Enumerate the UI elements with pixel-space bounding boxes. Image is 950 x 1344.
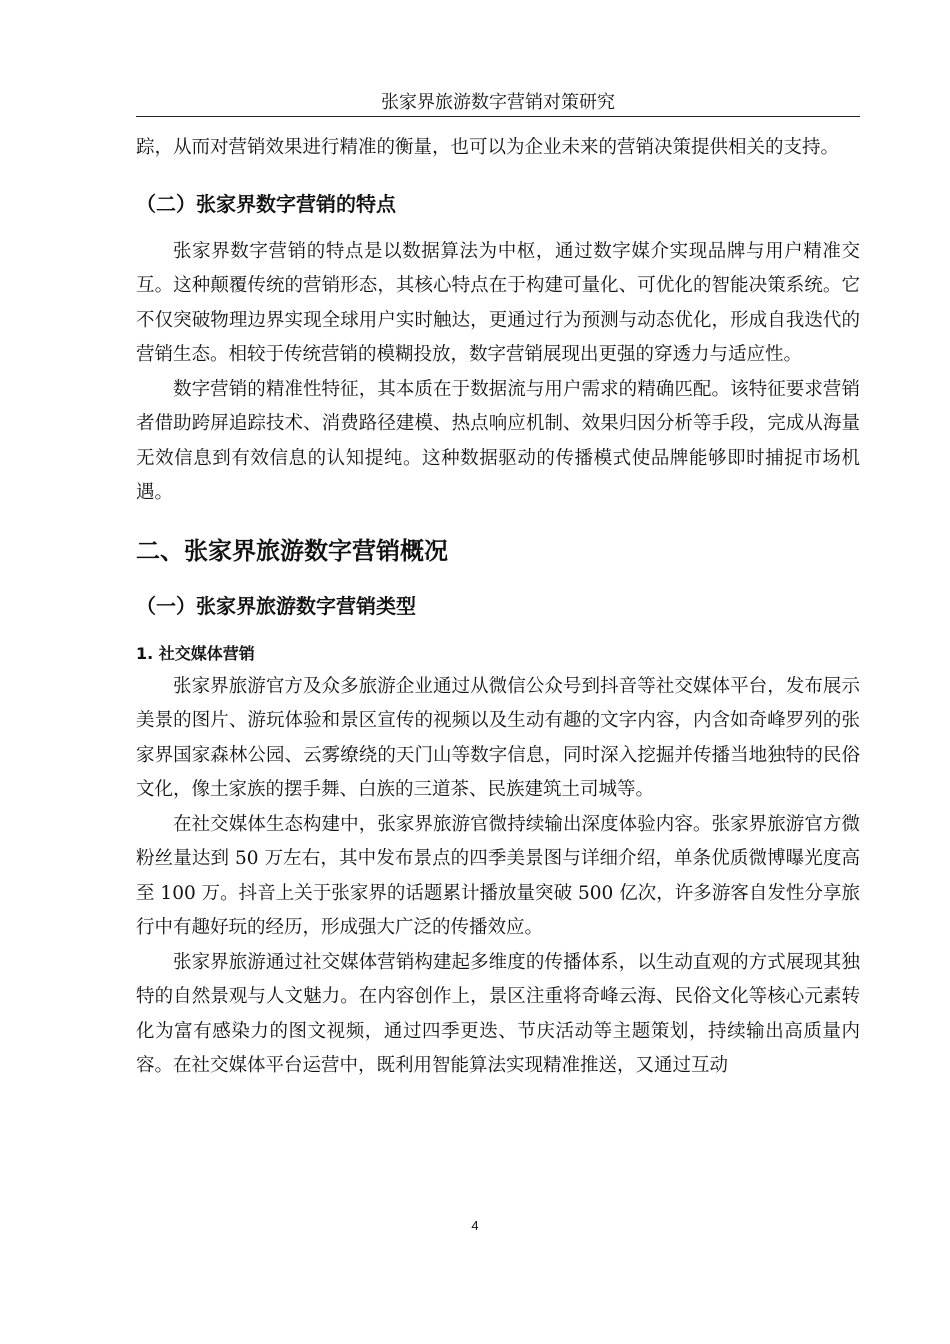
running-header: 张家界旅游数字营销对策研究	[381, 92, 615, 113]
paragraph-social-3: 张家界旅游通过社交媒体营销构建起多维度的传播体系，以生动直观的方式展现其独特的自然景观与人文魅力。在内容创作上，景区注重将奇峰云海、民俗文化等核心元素转化为富有感染力的图文视频，通过四季更迭、节庆活动等主题策划，持续输出高质量内容。在社交媒体平台运营中，既利用智能算法实现精准推送，又通过互动	[136, 951, 860, 1076]
paragraph-features-1: 张家界数字营销的特点是以数据算法为中枢，通过数字媒介实现品牌与用户精准交互。这种颠覆传统的营销形态，其核心特点在于构建可量化、可优化的智能决策系统。它不仅突破物理边界实现全球用户实时触达，更通过行为预测与动态优化，形成自我迭代的营销生态。相较于传统营销的模糊投放，数字营销展现出更强的穿透力与适应性。	[136, 240, 860, 365]
section-heading-features: （二）张家界数字营销的特点	[136, 191, 396, 216]
page-body	[136, 131, 860, 1084]
paragraph-social-1: 张家界旅游官方及众多旅游企业通过从微信公众号到抖音等社交媒体平台，发布展示美景的图片、游玩体验和景区宣传的视频以及生动有趣的文字内容，内含如奇峰罗列的张家界国家森林公园、云雾缭绕的天门山等数字信息，同时深入挖掘并传播当地独特的民俗文化，像土家族的摆手舞、白族的三道茶、民族建筑土司城等。	[136, 675, 860, 800]
header-rule	[136, 116, 860, 117]
paragraph-features-2: 数字营销的精准性特征，其本质在于数据流与用户需求的精确匹配。该特征要求营销者借助跨屏追踪技术、消费路径建模、热点响应机制、效果归因分析等手段，完成从海量无效信息到有效信息的认知提纯。这种数据驱动的传播模式使品牌能够即时捕捉市场机遇。	[136, 378, 860, 503]
chapter-heading-overview: 二、张家界旅游数字营销概况	[136, 536, 448, 565]
section-heading-types: （一）张家界旅游数字营销类型	[136, 593, 416, 618]
paragraph-social-2: 在社交媒体生态构建中，张家界旅游官微持续输出深度体验内容。张家界旅游官方微粉丝量达到 50 万左右，其中发布景点的四季美景图与详细介绍，单条优质微博曝光度高至 100 万。抖音上关于张家界的话题累计播放量突破 500 亿次，许多游客自发性分享旅行中有趣好玩的经历，形成强大广泛的传播效应。	[136, 813, 860, 938]
paragraph-continuation: 踪，从而对营销效果进行精准的衡量，也可以为企业未来的营销决策提供相关的支持。	[136, 137, 840, 158]
page-number: 4	[471, 1218, 479, 1233]
subsection-heading-social-media: 1. 社交媒体营销	[136, 643, 255, 663]
